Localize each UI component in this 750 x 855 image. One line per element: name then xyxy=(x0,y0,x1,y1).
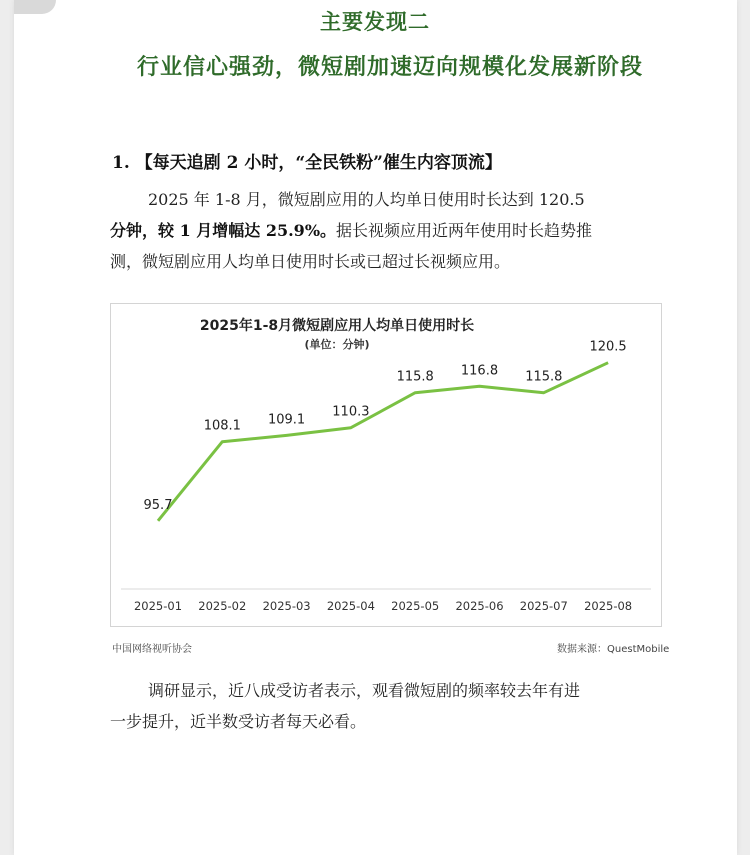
paragraph-2 xyxy=(110,675,670,737)
chart-subtitle: (单位：分钟) xyxy=(304,338,370,351)
main-finding-title: 主要发现二 xyxy=(320,9,430,34)
section-title: 【每天追剧 2 小时，“全民铁粉”催生内容顶流】 xyxy=(135,153,502,173)
chart-marks xyxy=(134,340,632,613)
data-label: 120.5 xyxy=(589,339,627,355)
x-tick-label: 2025-03 xyxy=(262,599,311,613)
paragraph-1 xyxy=(110,184,670,277)
x-tick-label: 2025-06 xyxy=(455,599,504,613)
chart-svg xyxy=(111,304,661,626)
paragraph-1-line-2-rest: 据长视频应用近两年使用时长趋势推 xyxy=(336,221,593,240)
footer-source-org: 中国网络视听协会 xyxy=(112,644,192,655)
paragraph-2-line-2: 一步提升，近半数受访者每天必看。 xyxy=(110,712,367,731)
section-number: 1. xyxy=(112,153,130,173)
data-label: 115.8 xyxy=(525,369,563,385)
main-finding-subtitle: 行业信心强劲，微短剧加速迈向规模化发展新阶段 xyxy=(136,54,643,80)
usage-chart xyxy=(110,303,662,627)
x-tick-label: 2025-04 xyxy=(326,599,375,613)
paragraph-1-highlight: 分钟，较 1 月增幅达 25.9%。 xyxy=(110,221,337,240)
series-line xyxy=(158,363,608,521)
x-tick-label: 2025-07 xyxy=(519,599,568,613)
x-tick-label: 2025-05 xyxy=(391,599,440,613)
footer-data-source: 数据来源：QuestMobile xyxy=(557,644,670,655)
paragraph-1-line-1: 2025 年 1-8 月，微短剧应用的人均单日使用时长达到 120.5 xyxy=(148,190,585,209)
x-tick-label: 2025-02 xyxy=(198,599,247,613)
paragraph-1-line-2 xyxy=(110,215,670,246)
data-label: 109.1 xyxy=(267,412,306,428)
section-heading xyxy=(112,148,502,173)
data-label: 108.1 xyxy=(203,418,241,434)
data-label: 110.3 xyxy=(332,404,370,420)
data-label: 95.7 xyxy=(143,497,173,513)
chart-title: 2025年1-8月微短剧应用人均单日使用时长 xyxy=(199,318,475,334)
x-tick-label: 2025-08 xyxy=(584,599,633,613)
data-label: 115.8 xyxy=(396,369,434,385)
paragraph-1-line-3: 测，微短剧应用人均单日使用时长或已超过长视频应用。 xyxy=(110,252,511,271)
data-label: 116.8 xyxy=(460,363,499,379)
x-tick-label: 2025-01 xyxy=(133,599,183,613)
paragraph-2-line-1: 调研显示，近八成受访者表示，观看微短剧的频率较去年有进 xyxy=(148,681,581,700)
